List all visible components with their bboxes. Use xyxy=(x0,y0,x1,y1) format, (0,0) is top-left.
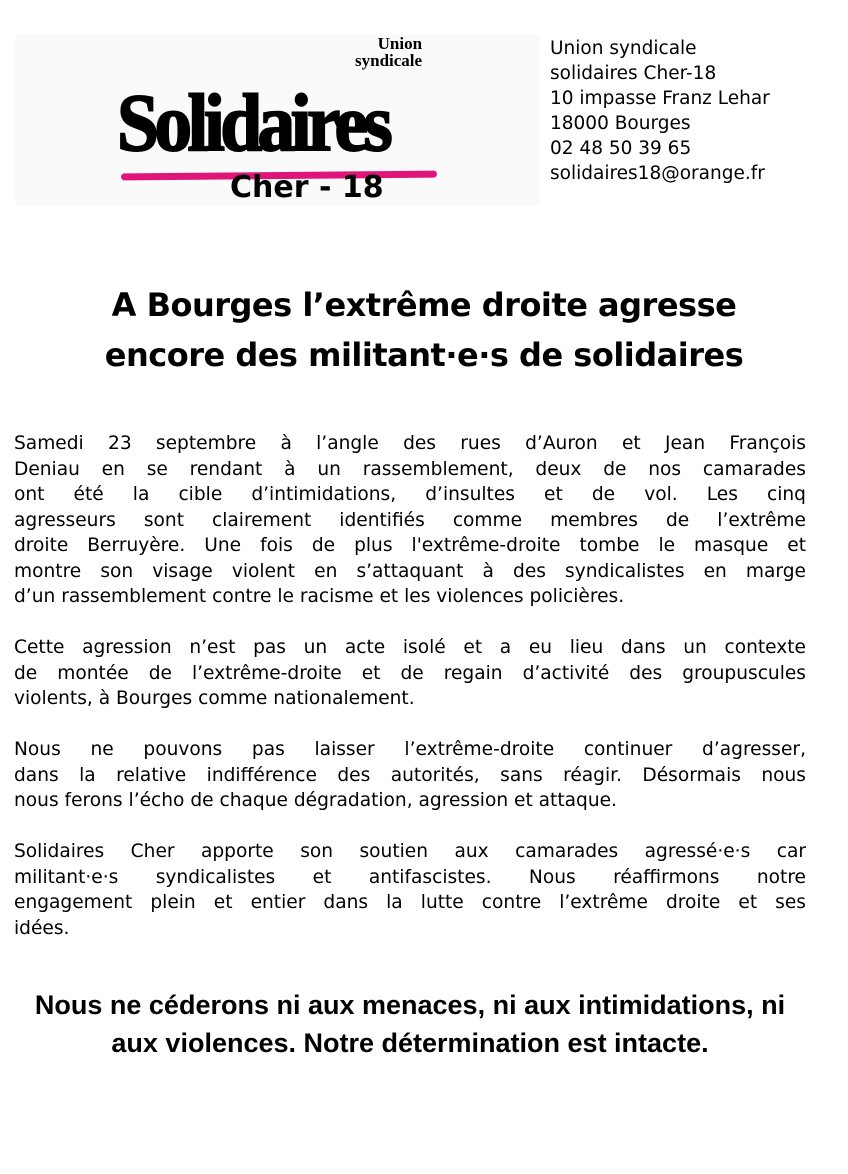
paragraph-line: violents, à Bourges comme nationalement. xyxy=(14,688,415,709)
address-line: solidaires Cher-18 xyxy=(550,63,717,84)
paragraph-line: montre son visage violent en s’attaquant à des syndicalistes en marge xyxy=(14,560,806,582)
closing-statement xyxy=(0,986,820,1062)
paragraph xyxy=(14,431,806,610)
paragraph-line: d’un rassemblement contre le racisme et les violences policières. xyxy=(14,586,625,607)
paragraph-line: ont été la cible d’intimidations, d’insultes et de vol. Les cinq xyxy=(14,484,806,505)
paragraph-line: de montée de l’extrême-droite et de regain d’activité des groupuscules xyxy=(14,662,806,684)
paragraph-line: Samedi 23 septembre à l’angle des rues d’Auron et Jean François xyxy=(14,433,806,454)
paragraph-line: idées. xyxy=(14,917,70,939)
closing-line: Nous ne céderons ni aux menaces, ni aux intimidations, ni xyxy=(34,990,786,1020)
paragraph-line: dans la relative indifférence des autorités, sans réagir. Désormais nous xyxy=(14,764,806,786)
address-line: 10 impasse Franz Lehar xyxy=(550,88,770,109)
phone: 02 48 50 39 65 xyxy=(550,138,692,159)
paragraph-line: droite Berruyère. Une fois de plus l'extrême-droite tombe le masque et xyxy=(14,535,806,556)
logo-name: Solidaires xyxy=(117,77,389,168)
address-line: 18000 Bourges xyxy=(550,113,691,134)
paragraph-line: engagement plein et entier dans la lutte contre l’extrême droite et ses xyxy=(14,892,806,913)
logo-syndicale-text: syndicale xyxy=(355,51,423,70)
paragraph-line: agresseurs sont clairement identifiés comme membres de l’extrême xyxy=(14,509,806,531)
logo-union-text: Union xyxy=(377,34,423,53)
address-line: Union syndicale xyxy=(550,38,697,59)
paragraph-line: Nous ne pouvons pas laisser l’extrême-droite continuer d’agresser, xyxy=(14,739,806,760)
body-text xyxy=(14,431,806,967)
title-line: A Bourges l’extrême droite agresse xyxy=(111,286,737,324)
paragraph-line: Solidaires Cher apporte son soutien aux camarades agressé·e·s car xyxy=(14,841,806,862)
paragraph xyxy=(14,839,806,941)
paragraph-line: Cette agression n’est pas un acte isolé et a eu lieu dans un contexte xyxy=(14,637,806,658)
logo-union-syndicale xyxy=(355,35,422,69)
title-line: encore des militant·e·s de solidaires xyxy=(104,336,744,374)
paragraph-line: nous ferons l’écho de chaque dégradation, agression et attaque. xyxy=(14,790,617,811)
logo-local: Cher - 18 xyxy=(230,170,384,205)
closing-line: aux violences. Notre détermination est intacte. xyxy=(111,1028,709,1058)
paragraph xyxy=(14,635,806,712)
page-title xyxy=(0,280,848,380)
solidaires-logo xyxy=(15,35,540,205)
contact-address xyxy=(550,36,770,186)
paragraph-line: Deniau en se rendant à un rassemblement, deux de nos camarades xyxy=(14,458,806,480)
paragraph-line: militant·e·s syndicalistes et antifascistes. Nous réaffirmons notre xyxy=(14,866,806,888)
email: solidaires18@orange.fr xyxy=(550,163,765,184)
paragraph xyxy=(14,737,806,814)
